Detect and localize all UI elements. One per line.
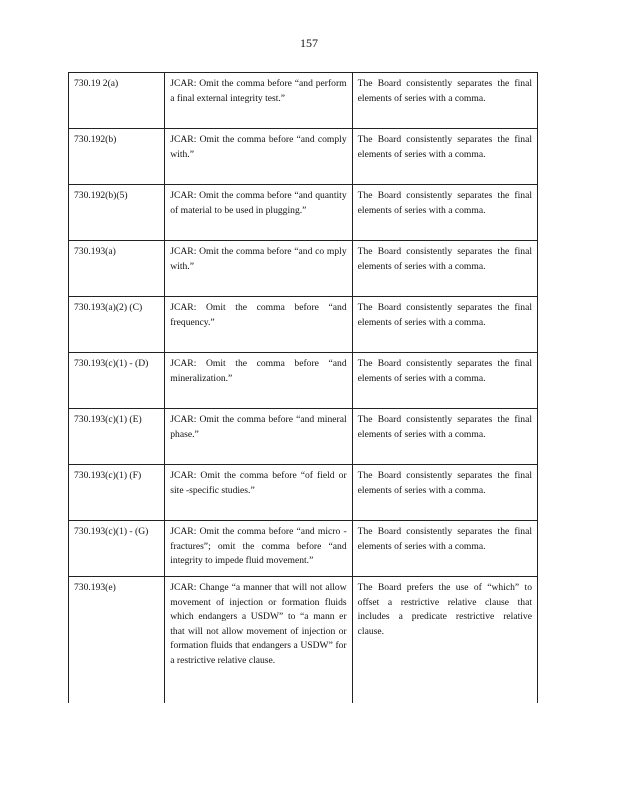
table-row bbox=[69, 129, 538, 185]
table-row bbox=[69, 521, 538, 577]
section-cell: 730.193(c)(1) - (G) bbox=[69, 521, 165, 577]
table-row bbox=[69, 465, 538, 521]
section-cell: 730.193(c)(1) - (D) bbox=[69, 353, 165, 409]
reason-cell: The Board consistently separates the final elements of series with a comma. bbox=[352, 129, 537, 185]
reason-cell: The Board consistently separates the final elements of series with a comma. bbox=[352, 353, 537, 409]
table-row bbox=[69, 577, 538, 704]
change-cell: JCAR: Omit the comma before “and perform a final external integrity test.” bbox=[165, 73, 352, 129]
section-cell: 730.193(e) bbox=[69, 577, 165, 704]
section-cell: 730.193(c)(1) (E) bbox=[69, 409, 165, 465]
change-cell: JCAR: Change “a manner that will not allow movement of injection or formation fluids which endangers a USDW” to “a mann er that will not allow movement of injection or formation fluids that endangers a USDW” for a restrictive relative clause. bbox=[165, 577, 352, 704]
reason-cell: The Board consistently separates the final elements of series with a comma. bbox=[352, 297, 537, 353]
table-row bbox=[69, 73, 538, 129]
page-number: 157 bbox=[300, 36, 318, 50]
section-cell: 730.193(c)(1) (F) bbox=[69, 465, 165, 521]
table-row bbox=[69, 241, 538, 297]
table-row bbox=[69, 409, 538, 465]
reason-cell: The Board consistently separates the final elements of series with a comma. bbox=[352, 409, 537, 465]
change-cell: JCAR: Omit the comma before “and micro -fractures”; omit the comma before “and integrity to impede fluid movement.” bbox=[165, 521, 352, 577]
change-cell: JCAR: Omit the comma before “and mineral phase.” bbox=[165, 409, 352, 465]
table-row bbox=[69, 185, 538, 241]
change-cell: JCAR: Omit the comma before “and frequency.” bbox=[165, 297, 352, 353]
section-cell: 730.192(b)(5) bbox=[69, 185, 165, 241]
reason-cell: The Board consistently separates the final elements of series with a comma. bbox=[352, 73, 537, 129]
table-row bbox=[69, 297, 538, 353]
reason-cell: The Board consistently separates the final elements of series with a comma. bbox=[352, 185, 537, 241]
comments-table bbox=[68, 72, 538, 703]
table-row bbox=[69, 353, 538, 409]
section-cell: 730.193(a) bbox=[69, 241, 165, 297]
change-cell: JCAR: Omit the comma before “and quantity of material to be used in plugging.” bbox=[165, 185, 352, 241]
reason-cell: The Board prefers the use of “which” to offset a restrictive relative clause that includes a predicate restrictive relative clause. bbox=[352, 577, 537, 704]
change-cell: JCAR: Omit the comma before “and comply with.” bbox=[165, 129, 352, 185]
section-cell: 730.19 2(a) bbox=[69, 73, 165, 129]
section-cell: 730.192(b) bbox=[69, 129, 165, 185]
change-cell: JCAR: Omit the comma before “of field or site -specific studies.” bbox=[165, 465, 352, 521]
change-cell: JCAR: Omit the comma before “and mineralization.” bbox=[165, 353, 352, 409]
change-cell: JCAR: Omit the comma before “and co mply with.” bbox=[165, 241, 352, 297]
reason-cell: The Board consistently separates the final elements of series with a comma. bbox=[352, 465, 537, 521]
section-cell: 730.193(a)(2) (C) bbox=[69, 297, 165, 353]
reason-cell: The Board consistently separates the final elements of series with a comma. bbox=[352, 521, 537, 577]
reason-cell: The Board consistently separates the final elements of series with a comma. bbox=[352, 241, 537, 297]
